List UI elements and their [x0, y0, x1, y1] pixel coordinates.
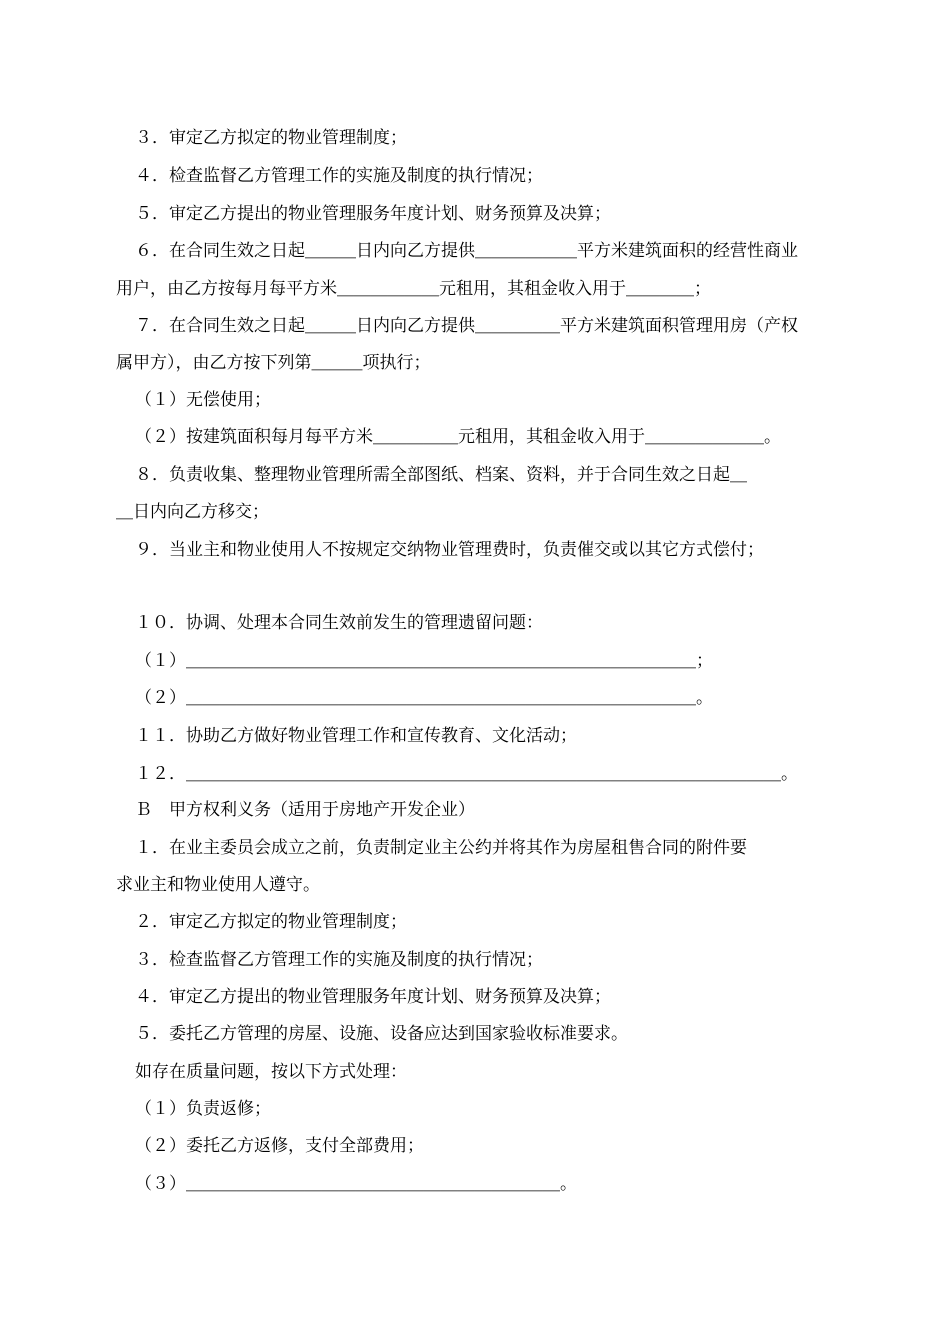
text-line: 求业主和物业使用人遵守。	[116, 875, 320, 895]
text-line: ３．审定乙方拟定的物业管理制度；	[135, 128, 407, 148]
text-line: 如存在质量问题，按以下方式处理：	[135, 1062, 407, 1082]
text-line: （２）按建筑面积每月每平方米＿＿＿＿＿元租用，其租金收入用于＿＿＿＿＿＿＿。	[135, 427, 781, 447]
text-line: ３．检查监督乙方管理工作的实施及制度的执行情况；	[135, 950, 543, 970]
text-line: １１．协助乙方做好物业管理工作和宣传教育、文化活动；	[135, 726, 577, 746]
text-line: （１）负责返修；	[135, 1099, 271, 1119]
text-line: Ｂ 甲方权利义务（适用于房地产开发企业）	[135, 800, 475, 820]
text-line: ５．审定乙方提出的物业管理服务年度计划、财务预算及决算；	[135, 204, 611, 224]
text-line: ８．负责收集、整理物业管理所需全部图纸、档案、资料，并于合同生效之日起＿	[135, 465, 747, 485]
text-line: ７．在合同生效之日起＿＿＿日内向乙方提供＿＿＿＿＿平方米建筑面积管理用房（产权	[135, 316, 798, 336]
text-line: （１）＿＿＿＿＿＿＿＿＿＿＿＿＿＿＿＿＿＿＿＿＿＿＿＿＿＿＿＿＿＿；	[135, 651, 713, 671]
text-line: （２）＿＿＿＿＿＿＿＿＿＿＿＿＿＿＿＿＿＿＿＿＿＿＿＿＿＿＿＿＿＿。	[135, 688, 713, 708]
text-line: ４．检查监督乙方管理工作的实施及制度的执行情况；	[135, 166, 543, 186]
text-line: 用户，由乙方按每月每平方米＿＿＿＿＿＿元租用，其租金收入用于＿＿＿＿；	[116, 279, 711, 299]
text-line: 属甲方），由乙方按下列第＿＿＿项执行；	[116, 353, 431, 373]
text-line: ４．审定乙方提出的物业管理服务年度计划、财务预算及决算；	[135, 987, 611, 1007]
text-line: １２．＿＿＿＿＿＿＿＿＿＿＿＿＿＿＿＿＿＿＿＿＿＿＿＿＿＿＿＿＿＿＿＿＿＿＿。	[135, 764, 798, 784]
text-line: １０．协调、处理本合同生效前发生的管理遗留问题：	[135, 613, 543, 633]
text-line: （２）委托乙方返修，支付全部费用；	[135, 1136, 424, 1156]
text-line: ＿日内向乙方移交；	[116, 502, 269, 522]
text-line: ２．审定乙方拟定的物业管理制度；	[135, 912, 407, 932]
text-line: １．在业主委员会成立之前，负责制定业主公约并将其作为房屋租售合同的附件要	[135, 838, 747, 858]
text-line: ６．在合同生效之日起＿＿＿日内向乙方提供＿＿＿＿＿＿平方米建筑面积的经营性商业	[135, 241, 798, 261]
text-line: ９．当业主和物业使用人不按规定交纳物业管理费时，负责催交或以其它方式偿付；	[135, 540, 764, 560]
text-line: （１）无偿使用；	[135, 390, 271, 410]
text-line: （３）＿＿＿＿＿＿＿＿＿＿＿＿＿＿＿＿＿＿＿＿＿＿。	[135, 1174, 577, 1194]
text-line: ５．委托乙方管理的房屋、设施、设备应达到国家验收标准要求。	[135, 1024, 628, 1044]
